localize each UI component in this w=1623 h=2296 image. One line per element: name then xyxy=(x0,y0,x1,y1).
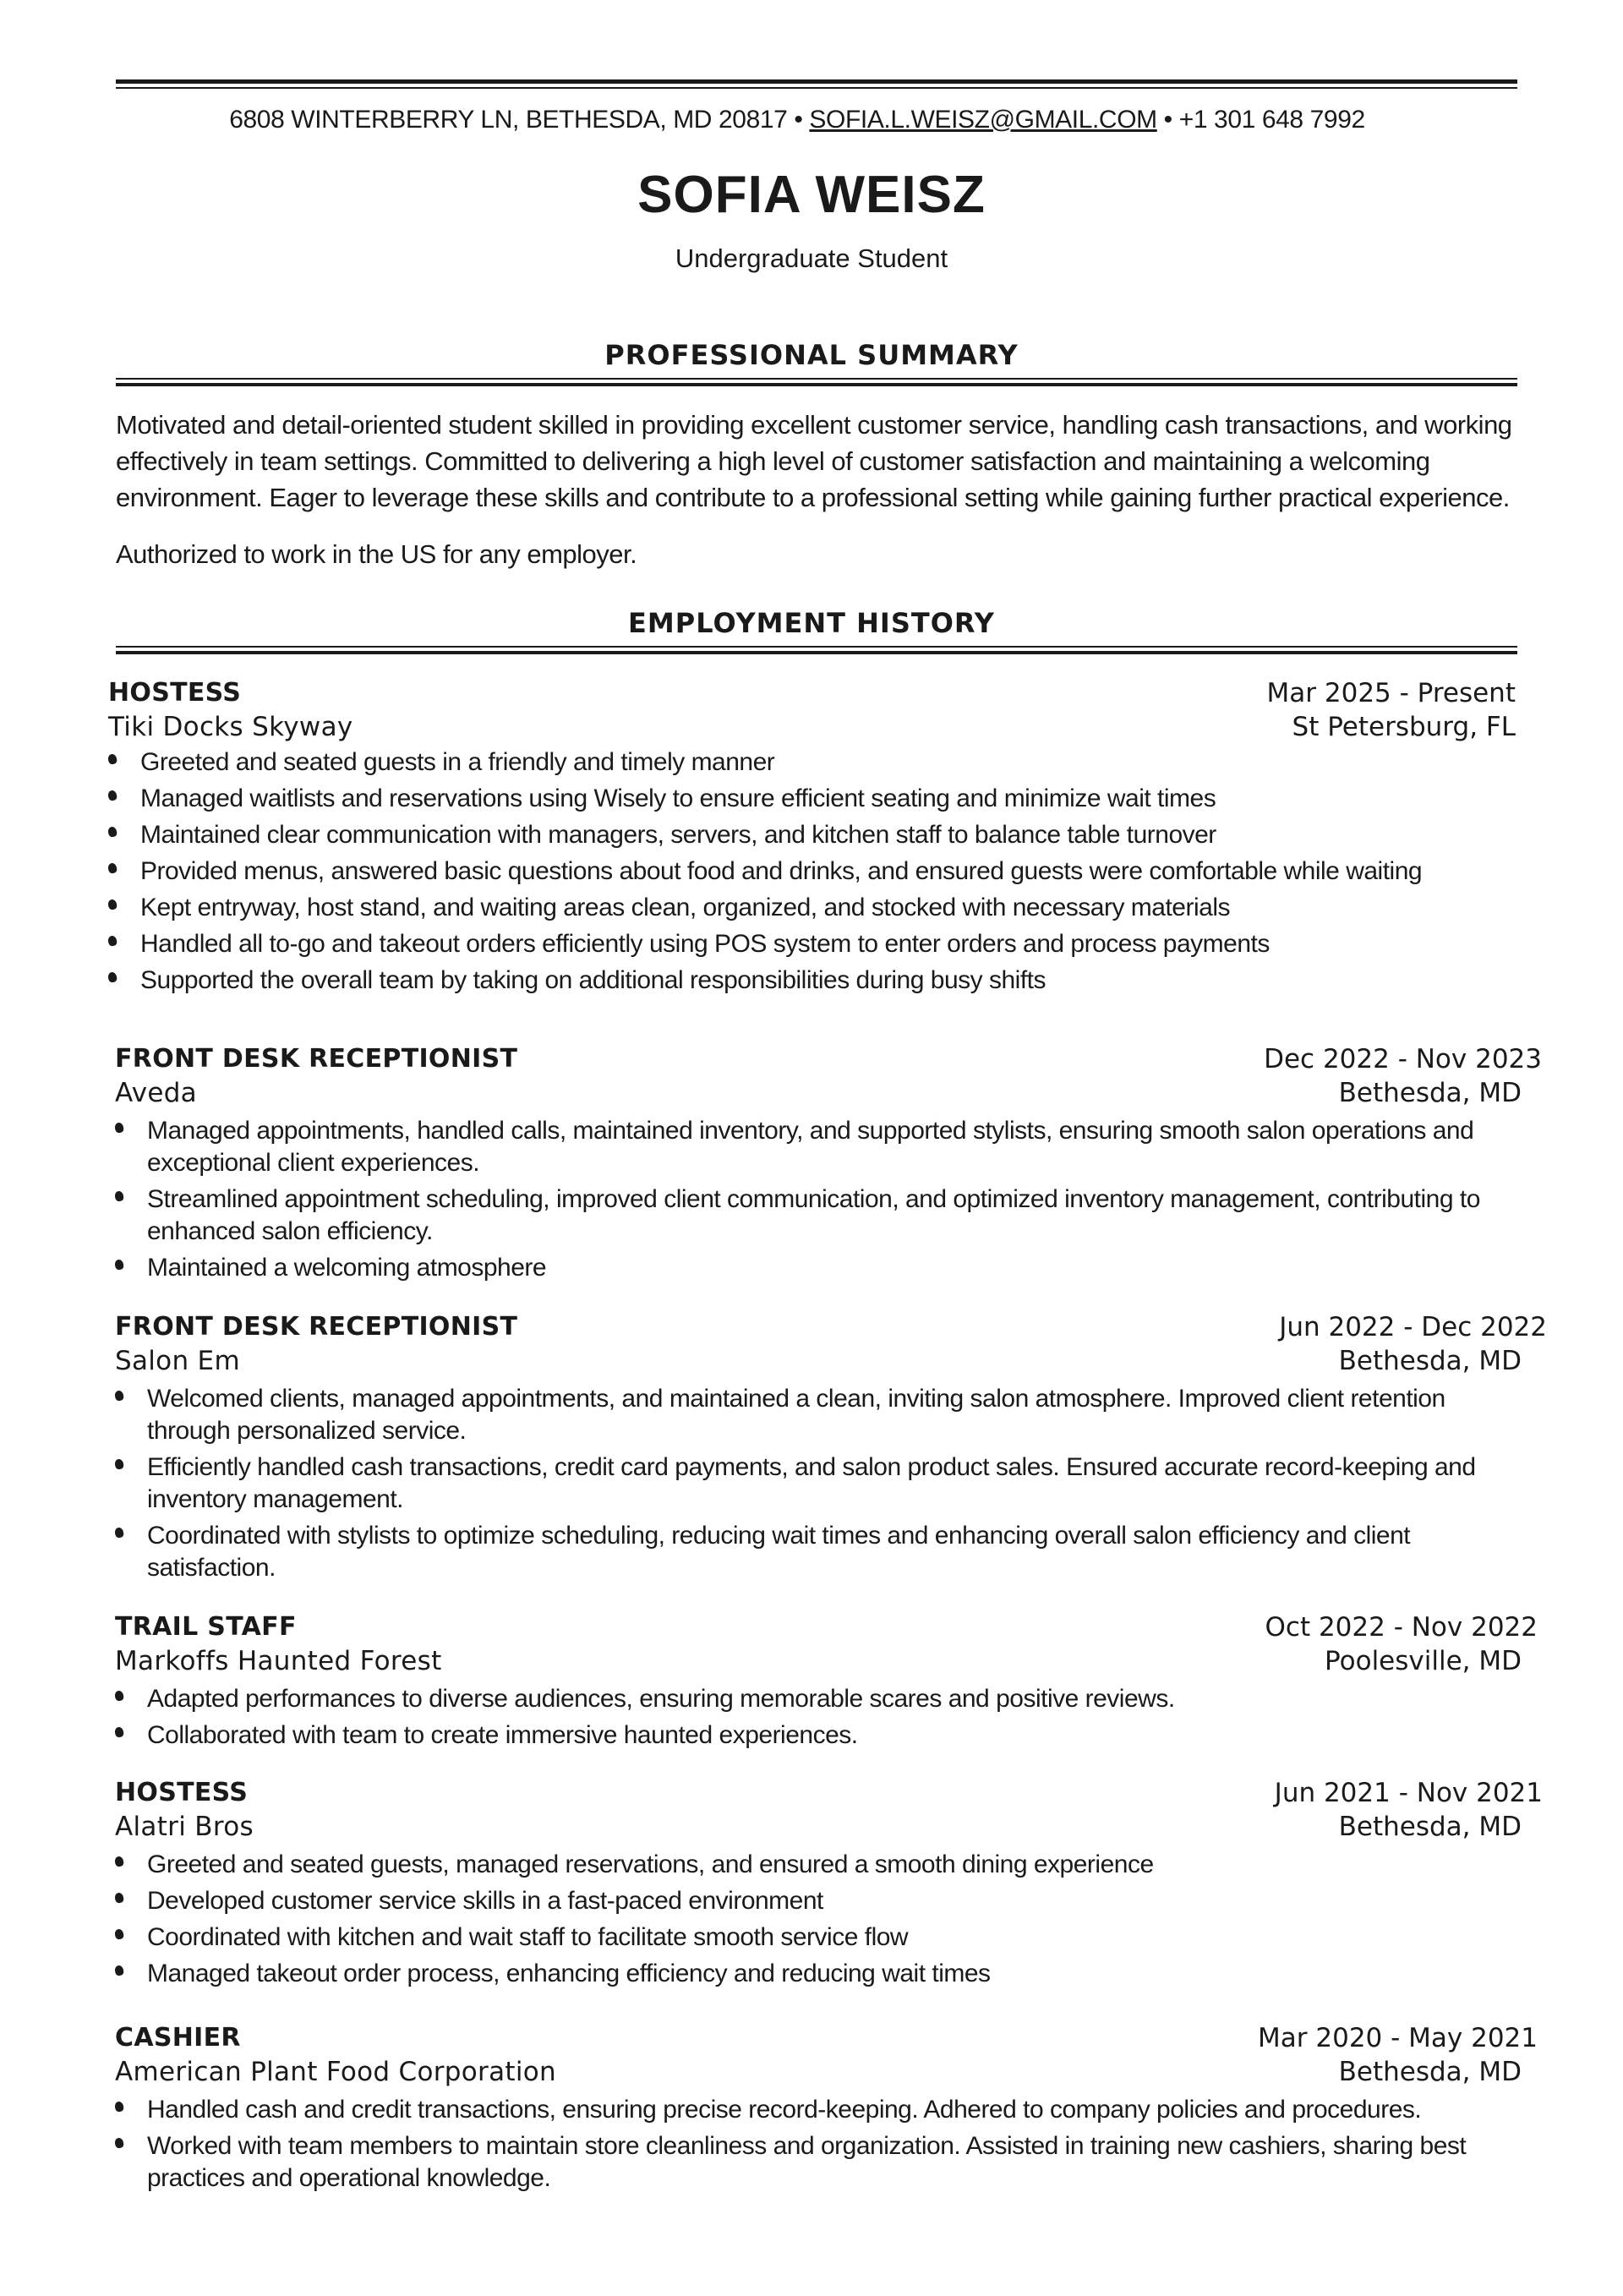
bullet-icon xyxy=(114,2137,124,2149)
job-dates: Mar 2025 - Present xyxy=(1266,678,1516,708)
job-bullets xyxy=(115,1115,1501,1284)
bullet-icon xyxy=(114,1458,124,1470)
list-item: Handled cash and credit transactions, ensuring precise record-keeping. Adhered to company policies and procedures. xyxy=(115,2094,1506,2126)
job-title: FRONT DESK RECEPTIONIST xyxy=(115,1044,518,1074)
list-item: Coordinated with kitchen and wait staff to facilitate smooth service flow xyxy=(115,1922,1543,1954)
job-company: American Plant Food Corporation xyxy=(115,2057,556,2087)
bullet-icon xyxy=(114,1390,124,1402)
work-authorization: Authorized to work in the US for any employer. xyxy=(116,539,637,569)
employment-divider xyxy=(116,646,1517,654)
bullet-icon xyxy=(114,1928,124,1940)
job-title: HOSTESS xyxy=(108,678,242,708)
job-entry xyxy=(108,676,1516,1001)
bullet-icon xyxy=(107,862,117,874)
bullet-icon xyxy=(107,790,117,801)
job-title: HOSTESS xyxy=(115,1778,249,1807)
job-dates: Jun 2021 - Nov 2021 xyxy=(1274,1778,1543,1808)
address-text: 6808 WINTERBERRY LN, BETHESDA, MD 20817 xyxy=(229,106,788,134)
list-item: Coordinated with stylists to optimize scheduling, reducing wait times and enhancing overall salon efficiency and client satisfaction. xyxy=(115,1520,1510,1584)
bullet-icon xyxy=(114,1259,124,1271)
bullet-icon xyxy=(114,1892,124,1904)
email-link[interactable]: SOFIA.L.WEISZ@GMAIL.COM xyxy=(809,106,1157,134)
bullet-icon xyxy=(114,1527,124,1539)
bullet-icon xyxy=(107,753,117,765)
separator: • xyxy=(787,106,810,134)
bullet-icon xyxy=(114,1190,124,1202)
bullet-icon xyxy=(114,1726,124,1738)
job-location: Bethesda, MD xyxy=(1338,2057,1522,2087)
job-bullets xyxy=(115,1683,1538,1752)
separator: • xyxy=(1156,106,1179,134)
job-location: Bethesda, MD xyxy=(1338,1346,1522,1376)
list-item: Greeted and seated guests, managed reservations, and ensured a smooth dining experience xyxy=(115,1849,1543,1881)
job-dates: Oct 2022 - Nov 2022 xyxy=(1265,1612,1538,1643)
bullet-icon xyxy=(114,2101,124,2113)
bullet-icon xyxy=(114,1122,124,1134)
candidate-name: SOFIA WEISZ xyxy=(637,166,986,224)
job-location: Bethesda, MD xyxy=(1338,1812,1522,1842)
list-item: Adapted performances to diverse audiences, ensuring memorable scares and positive reviews. xyxy=(115,1683,1538,1715)
job-dates: Mar 2020 - May 2021 xyxy=(1258,2023,1538,2053)
list-item: Developed customer service skills in a fast-paced environment xyxy=(115,1885,1543,1917)
job-title: CASHIER xyxy=(115,2023,241,2053)
job-entry xyxy=(115,1310,1547,1588)
summary-paragraph: Motivated and detail-oriented student skilled in providing excellent customer service, handling cash transactions, and working effectively in team settings. Committed to delivering a high level of customer satisfaction and maintaining a welcoming environment. Eager to leverage these skills and contribute to a professional setting while gaining further practical experience. xyxy=(116,410,1512,512)
bullet-icon xyxy=(107,935,117,947)
phone-text: +1 301 648 7992 xyxy=(1178,106,1365,134)
top-divider xyxy=(116,79,1517,89)
job-location: Bethesda, MD xyxy=(1338,1078,1522,1108)
job-bullets xyxy=(115,2094,1506,2195)
job-dates: Jun 2022 - Dec 2022 xyxy=(1279,1312,1547,1342)
bullet-icon xyxy=(107,971,117,983)
job-company: Alatri Bros xyxy=(115,1812,254,1842)
list-item: Handled all to-go and takeout orders efficiently using POS system to enter orders and process payments xyxy=(108,928,1516,960)
summary-divider xyxy=(116,378,1517,386)
job-entry xyxy=(115,1042,1542,1288)
job-title: FRONT DESK RECEPTIONIST xyxy=(115,1312,518,1342)
job-entry xyxy=(115,2021,1538,2199)
job-bullets xyxy=(115,1849,1543,1990)
job-bullets xyxy=(115,1383,1510,1584)
list-item: Supported the overall team by taking on additional responsibilities during busy shifts xyxy=(108,965,1516,997)
list-item: Streamlined appointment scheduling, improved client communication, and optimized inventory management, contributing to enhanced salon efficiency. xyxy=(115,1184,1501,1248)
list-item: Maintained a welcoming atmosphere xyxy=(115,1252,1501,1284)
list-item: Managed takeout order process, enhancing efficiency and reducing wait times xyxy=(115,1958,1543,1990)
list-item: Managed waitlists and reservations using Wisely to ensure efficient seating and minimize wait times xyxy=(108,783,1516,815)
list-item: Worked with team members to maintain store cleanliness and organization. Assisted in training new cashiers, sharing best practices and operational knowledge. xyxy=(115,2130,1506,2195)
list-item: Efficiently handled cash transactions, credit card payments, and salon product sales. Ensured accurate record-keeping and inventory management. xyxy=(115,1451,1510,1516)
job-dates: Dec 2022 - Nov 2023 xyxy=(1264,1044,1542,1074)
job-location: Poolesville, MD xyxy=(1325,1646,1522,1676)
job-entry xyxy=(115,1776,1543,1994)
list-item: Kept entryway, host stand, and waiting areas clean, organized, and stocked with necessary materials xyxy=(108,892,1516,924)
bullet-icon xyxy=(114,1690,124,1702)
list-item: Welcomed clients, managed appointments, and maintained a clean, inviting salon atmosphere. Improved client retention through personalized service. xyxy=(115,1383,1510,1447)
job-company: Aveda xyxy=(115,1078,197,1108)
bullet-icon xyxy=(107,899,117,910)
summary-heading: PROFESSIONAL SUMMARY xyxy=(604,339,1019,371)
bullet-icon xyxy=(114,1965,124,1976)
job-entry xyxy=(115,1610,1538,1756)
contact-line xyxy=(0,103,1623,137)
list-item: Provided menus, answered basic questions about food and drinks, and ensured guests were comfortable while waiting xyxy=(108,856,1516,888)
job-location: St Petersburg, FL xyxy=(1292,712,1516,742)
employment-heading: EMPLOYMENT HISTORY xyxy=(628,607,995,639)
job-company: Tiki Docks Skyway xyxy=(108,712,353,742)
bullet-icon xyxy=(107,826,117,838)
job-company: Markoffs Haunted Forest xyxy=(115,1646,442,1676)
job-bullets xyxy=(108,746,1516,997)
job-title: TRAIL STAFF xyxy=(115,1612,297,1642)
list-item: Managed appointments, handled calls, maintained inventory, and supported stylists, ensuring smooth salon operations and exceptional client experiences. xyxy=(115,1115,1501,1179)
list-item: Maintained clear communication with managers, servers, and kitchen staff to balance table turnover xyxy=(108,819,1516,851)
job-company: Salon Em xyxy=(115,1346,240,1376)
candidate-subtitle: Undergraduate Student xyxy=(675,243,948,273)
list-item: Greeted and seated guests in a friendly and timely manner xyxy=(108,746,1516,779)
bullet-icon xyxy=(114,1856,124,1867)
list-item: Collaborated with team to create immersive haunted experiences. xyxy=(115,1719,1538,1752)
